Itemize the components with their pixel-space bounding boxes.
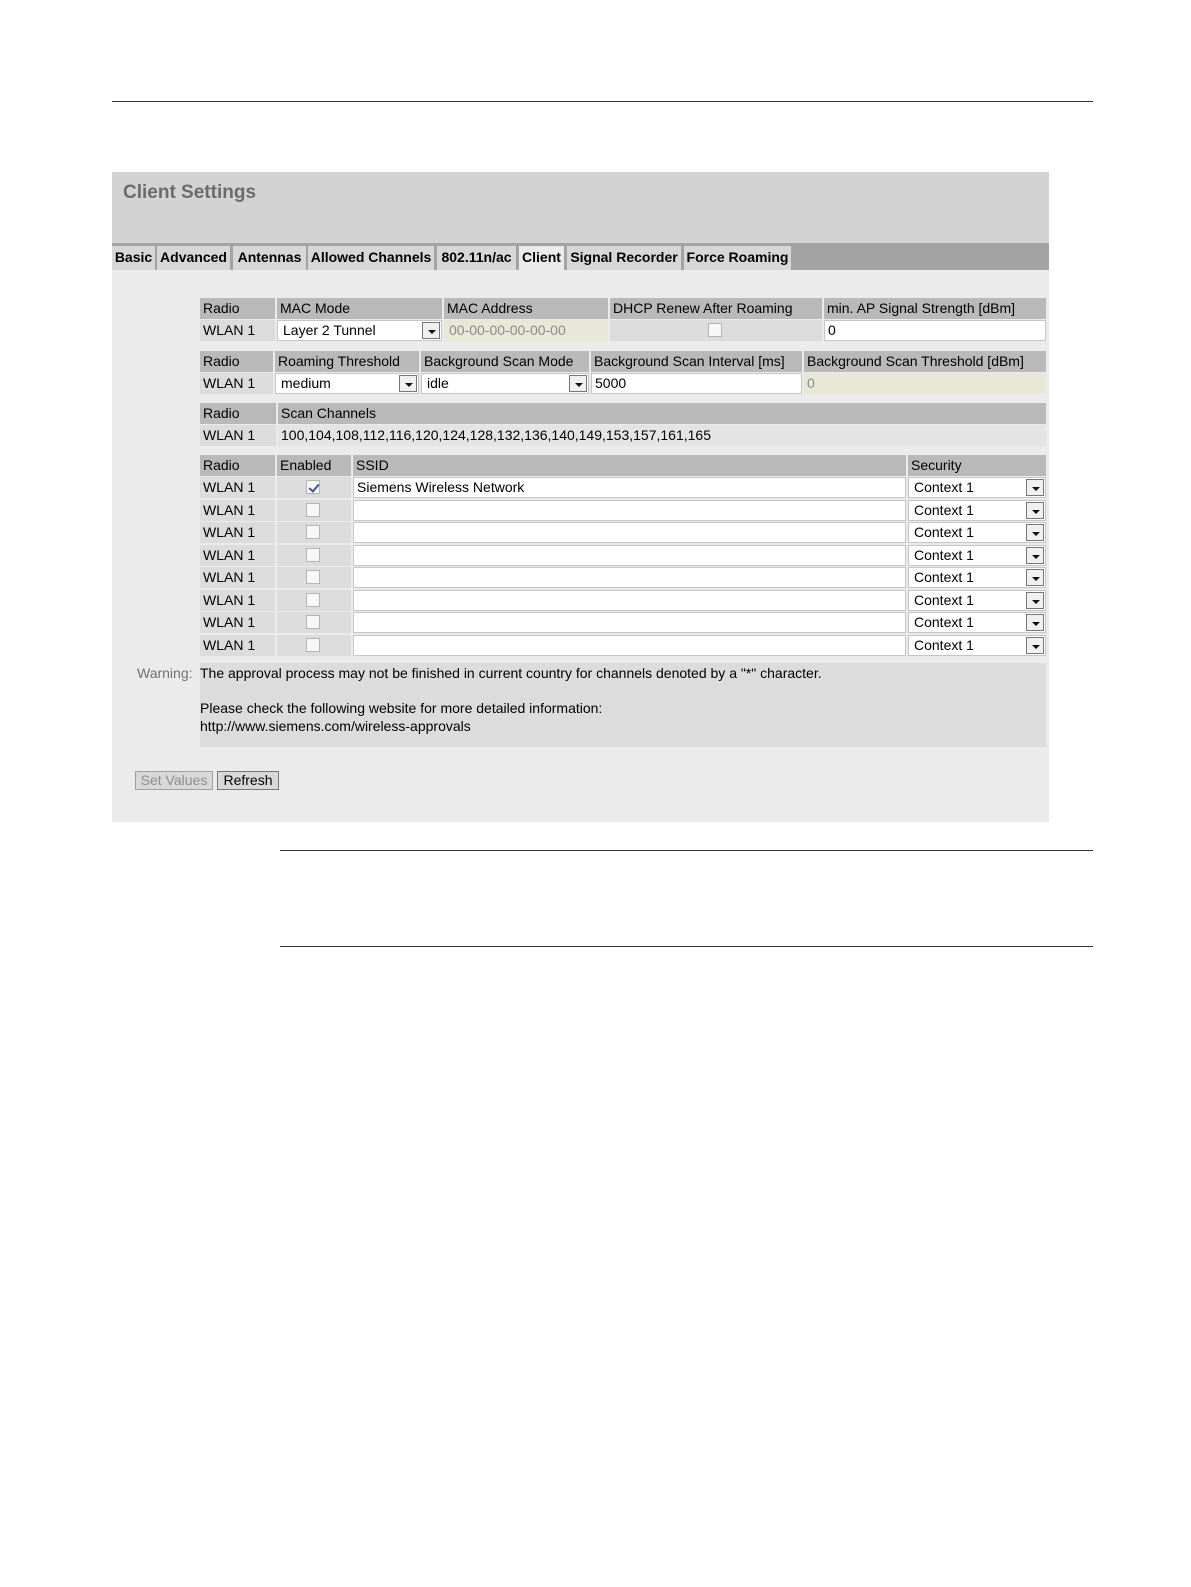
radio-cell: WLAN 1 xyxy=(200,522,275,543)
ssid-input[interactable] xyxy=(353,635,906,656)
header-radio: Radio xyxy=(200,351,273,372)
radio-cell: WLAN 1 xyxy=(200,320,275,341)
tab-advanced[interactable]: Advanced xyxy=(157,246,231,270)
header-mac-address: MAC Address xyxy=(444,298,608,319)
enabled-cell xyxy=(277,590,351,611)
min-ap-signal-input[interactable]: 0 xyxy=(824,320,1046,341)
header-min-ap-signal: min. AP Signal Strength [dBm] xyxy=(824,298,1046,319)
table-row xyxy=(200,373,1046,394)
table-row xyxy=(200,425,1046,446)
security-select[interactable] xyxy=(908,545,1046,566)
table-row xyxy=(200,590,1046,611)
enabled-checkbox[interactable] xyxy=(306,503,320,517)
note-top-rule xyxy=(280,850,1093,851)
security-value: Context 1 xyxy=(914,524,974,540)
security-select[interactable] xyxy=(908,612,1046,633)
enabled-checkbox[interactable] xyxy=(306,638,320,652)
warning-info-text: Please check the following website for more detailed information: xyxy=(200,700,603,716)
security-value: Context 1 xyxy=(914,614,974,630)
chevron-down-icon[interactable] xyxy=(422,322,440,339)
security-select[interactable] xyxy=(908,500,1046,521)
table-row xyxy=(200,612,1046,633)
radio-cell: WLAN 1 xyxy=(200,567,275,588)
tab-signal-recorder[interactable]: Signal Recorder xyxy=(567,246,682,270)
ssid-table-header xyxy=(200,455,1046,476)
warning-text: The approval process may not be finished in current country for channels denoted by a "*" character. xyxy=(200,665,822,681)
header-background-scan-threshold: Background Scan Threshold [dBm] xyxy=(804,351,1046,372)
security-value: Context 1 xyxy=(914,637,974,653)
chevron-down-icon[interactable] xyxy=(1026,524,1044,541)
enabled-checkbox[interactable] xyxy=(306,615,320,629)
enabled-checkbox[interactable] xyxy=(306,548,320,562)
security-select[interactable] xyxy=(908,635,1046,656)
scan-channels-header xyxy=(200,403,1046,424)
ssid-input[interactable]: Siemens Wireless Network xyxy=(353,477,906,498)
background-scan-interval-input[interactable]: 5000 xyxy=(591,373,802,394)
roaming-threshold-select[interactable] xyxy=(275,373,419,394)
tab-bar xyxy=(112,243,1049,270)
radio-cell: WLAN 1 xyxy=(200,500,275,521)
enabled-checkbox[interactable] xyxy=(306,480,320,494)
warning-link[interactable]: http://www.siemens.com/wireless-approvals xyxy=(200,718,471,734)
tab-80211n-ac[interactable]: 802.11n/ac xyxy=(437,246,517,270)
header-ssid: SSID xyxy=(353,455,906,476)
security-select[interactable] xyxy=(908,522,1046,543)
page-top-rule xyxy=(112,101,1093,102)
header-background-scan-mode: Background Scan Mode xyxy=(421,351,589,372)
enabled-cell xyxy=(277,635,351,656)
enabled-checkbox[interactable] xyxy=(306,525,320,539)
header-background-scan-interval: Background Scan Interval [ms] xyxy=(591,351,802,372)
header-radio: Radio xyxy=(200,298,275,319)
table-row xyxy=(200,567,1046,588)
header-roaming-threshold: Roaming Threshold xyxy=(275,351,419,372)
table-row xyxy=(200,522,1046,543)
note-bottom-rule xyxy=(280,946,1093,947)
tab-antennas[interactable]: Antennas xyxy=(233,246,307,270)
enabled-cell xyxy=(277,522,351,543)
background-scan-threshold-field: 0 xyxy=(804,373,1046,394)
enabled-checkbox[interactable] xyxy=(306,570,320,584)
enabled-checkbox[interactable] xyxy=(306,593,320,607)
radio-cell: WLAN 1 xyxy=(200,545,275,566)
background-scan-mode-select[interactable] xyxy=(421,373,589,394)
chevron-down-icon[interactable] xyxy=(1026,547,1044,564)
ssid-input[interactable] xyxy=(353,500,906,521)
mac-mode-value: Layer 2 Tunnel xyxy=(283,322,376,338)
radio-cell: WLAN 1 xyxy=(200,425,276,446)
header-enabled: Enabled xyxy=(277,455,351,476)
mac-table-header xyxy=(200,298,1046,319)
enabled-cell xyxy=(277,545,351,566)
enabled-cell xyxy=(277,612,351,633)
table-row xyxy=(200,320,1046,341)
mac-mode-select[interactable] xyxy=(277,320,442,341)
dhcp-renew-cell xyxy=(610,320,822,341)
radio-cell: WLAN 1 xyxy=(200,635,275,656)
security-select[interactable] xyxy=(908,567,1046,588)
header-radio: Radio xyxy=(200,455,275,476)
chevron-down-icon[interactable] xyxy=(1026,614,1044,631)
title-bar xyxy=(112,172,1049,243)
chevron-down-icon[interactable] xyxy=(1026,569,1044,586)
radio-cell: WLAN 1 xyxy=(200,590,275,611)
chevron-down-icon[interactable] xyxy=(1026,479,1044,496)
header-radio: Radio xyxy=(200,403,276,424)
warning-label: Warning: xyxy=(137,665,193,681)
table-row xyxy=(200,635,1046,656)
ssid-input[interactable] xyxy=(353,612,906,633)
tab-allowed-channels[interactable]: Allowed Channels xyxy=(308,246,435,270)
table-row xyxy=(200,545,1046,566)
security-value: Context 1 xyxy=(914,547,974,563)
header-dhcp-renew: DHCP Renew After Roaming xyxy=(610,298,822,319)
security-select[interactable] xyxy=(908,477,1046,498)
dhcp-renew-checkbox[interactable] xyxy=(708,323,722,337)
header-mac-mode: MAC Mode xyxy=(277,298,442,319)
header-scan-channels: Scan Channels xyxy=(278,403,1046,424)
refresh-button[interactable]: Refresh xyxy=(217,771,279,790)
security-value: Context 1 xyxy=(914,592,974,608)
radio-cell: WLAN 1 xyxy=(200,373,273,394)
chevron-down-icon[interactable] xyxy=(1026,502,1044,519)
set-values-button[interactable]: Set Values xyxy=(135,771,213,790)
roaming-table-header xyxy=(200,351,1046,372)
background-scan-mode-value: idle xyxy=(427,375,449,391)
scan-channels-value: 100,104,108,112,116,120,124,128,132,136,140,149,153,157,161,165 xyxy=(278,425,1046,446)
enabled-cell xyxy=(277,477,351,498)
chevron-down-icon[interactable] xyxy=(1026,592,1044,609)
tab-force-roaming[interactable]: Force Roaming xyxy=(684,246,792,270)
table-row xyxy=(200,477,1046,498)
security-value: Context 1 xyxy=(914,502,974,518)
ssid-input[interactable] xyxy=(353,545,906,566)
enabled-cell xyxy=(277,500,351,521)
security-select[interactable] xyxy=(908,590,1046,611)
ssid-input[interactable] xyxy=(353,567,906,588)
mac-address-field: 00-00-00-00-00-00 xyxy=(444,320,608,341)
client-settings-panel xyxy=(112,172,1049,822)
security-value: Context 1 xyxy=(914,479,974,495)
radio-cell: WLAN 1 xyxy=(200,612,275,633)
chevron-down-icon[interactable] xyxy=(399,375,417,392)
header-security: Security xyxy=(908,455,1046,476)
table-row xyxy=(200,500,1046,521)
roaming-threshold-value: medium xyxy=(281,375,331,391)
warning-box xyxy=(200,663,1046,747)
chevron-down-icon[interactable] xyxy=(1026,637,1044,654)
security-value: Context 1 xyxy=(914,569,974,585)
chevron-down-icon[interactable] xyxy=(569,375,587,392)
ssid-input[interactable] xyxy=(353,522,906,543)
tab-client[interactable]: Client xyxy=(519,246,565,270)
ssid-input[interactable] xyxy=(353,590,906,611)
radio-cell: WLAN 1 xyxy=(200,477,275,498)
tab-basic[interactable]: Basic xyxy=(112,246,156,270)
enabled-cell xyxy=(277,567,351,588)
page-title: Client Settings xyxy=(123,182,257,203)
